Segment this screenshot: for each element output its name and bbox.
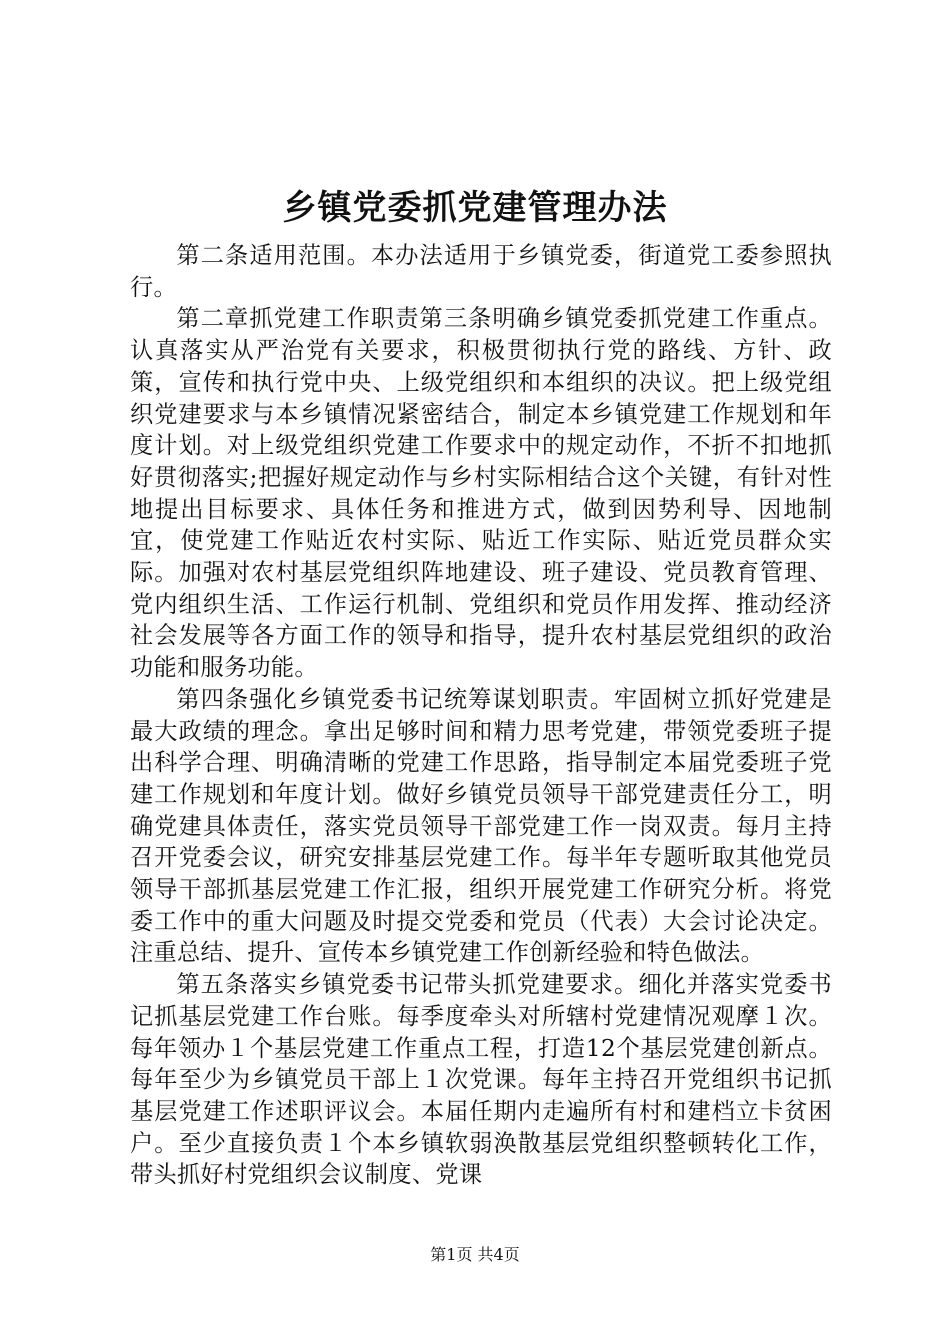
- paragraph-article-2: 第二条适用范围。本办法适用于乡镇党委，街道党工委参照执行。: [130, 242, 832, 301]
- paragraph-article-5: 第五条落实乡镇党委书记带头抓党建要求。细化并落实党委书记抓基层党建工作台账。每季度牵头对所辖村党建情况观摩１次。每年领办１个基层党建工作重点工程，打造12个基层党建创新点。每年至少为乡镇党员干部上１次党课。每年主持召开党组织书记抓基层党建工作述职评议会。本届任期内走遍所有村和建档立卡贫困户。至少直接负责１个本乡镇软弱涣散基层党组织整顿转化工作，带头抓好村党组织会议制度、党课: [130, 971, 832, 1189]
- page-number-footer: 第1页 共4页: [430, 1245, 520, 1264]
- paragraph-article-3: 第二章抓党建工作职责第三条明确乡镇党委抓党建工作重点。认真落实从严治党有关要求，积极贯彻执行党的路线、方针、政策，宣传和执行党中央、上级党组织和本组织的决议。把上级党组织党建要求与本乡镇情况紧密结合，制定本乡镇党建工作规划和年度计划。对上级党组织党建工作要求中的规定动作，不折不扣地抓好贯彻落实;把握好规定动作与乡村实际相结合这个关键，有针对性地提出目标要求、具体任务和推进方式，做到因势利导、因地制宜，使党建工作贴近农村实际、贴近工作实际、贴近党员群众实际。加强对农村基层党组织阵地建设、班子建设、党员教育管理、党内组织生活、工作运行机制、党组织和党员作用发挥、推动经济社会发展等各方面工作的领导和指导，提升农村基层党组织的政治功能和服务功能。: [130, 305, 832, 682]
- document-body: [130, 240, 832, 1191]
- document-title: 乡镇党委抓党建管理办法: [282, 188, 668, 228]
- paragraph-article-4: 第四条强化乡镇党委书记统筹谋划职责。牢固树立抓好党建是最大政绩的理念。拿出足够时间和精力思考党建，带领党委班子提出科学合理、明确清晰的党建工作思路，指导制定本届党委班子党建工作规划和年度计划。做好乡镇党员领导干部党建责任分工，明确党建具体责任，落实党员领导干部党建工作一岗双责。每月主持召开党委会议，研究安排基层党建工作。每半年专题听取其他党员领导干部抓基层党建工作汇报，组织开展党建工作研究分析。将党委工作中的重大问题及时提交党委和党员（代表）大会讨论决定。注重总结、提升、宣传本乡镇党建工作创新经验和特色做法。: [130, 685, 832, 967]
